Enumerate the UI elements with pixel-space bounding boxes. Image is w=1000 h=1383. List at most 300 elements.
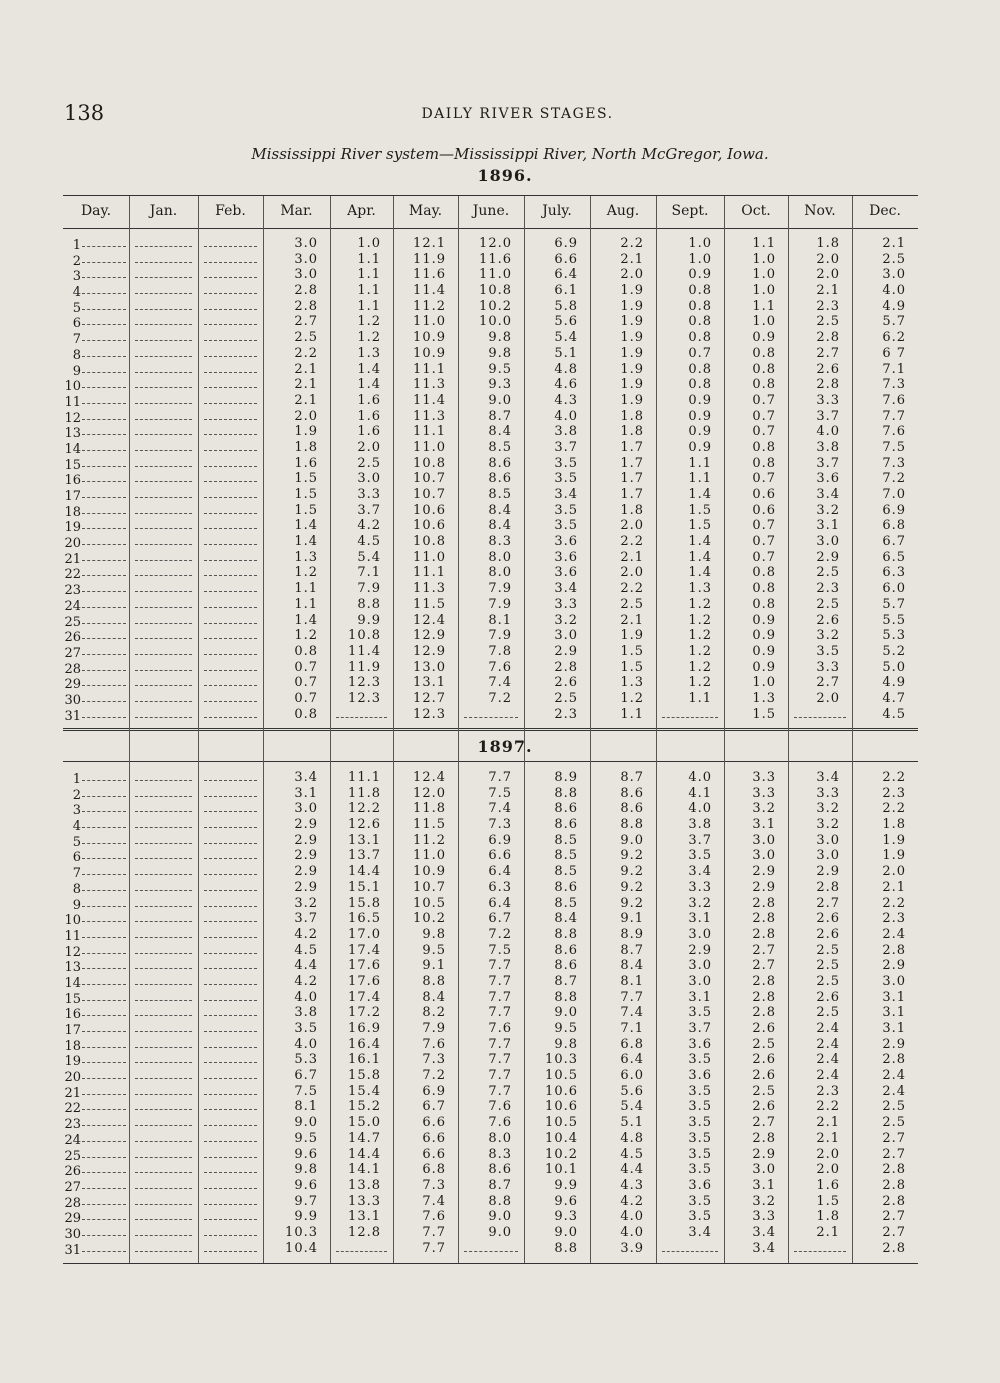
day-number: 14 xyxy=(63,440,129,456)
stage-value: 3.3 xyxy=(816,392,840,408)
stage-value: 11.5 xyxy=(413,817,446,833)
stage-value: 0.8 xyxy=(294,643,318,659)
stage-value: 9.9 xyxy=(554,1177,578,1193)
stage-value xyxy=(129,1131,198,1147)
stage-value: 10.9 xyxy=(413,330,446,346)
stage-value: 2.1 xyxy=(816,1130,840,1146)
stage-value: 7.7 xyxy=(882,408,906,424)
stage-value: 3.5 xyxy=(688,1193,712,1209)
stage-value: 7.4 xyxy=(488,801,512,817)
stage-value xyxy=(198,833,263,849)
stage-value: 1.9 xyxy=(620,345,644,361)
stage-value: 2.1 xyxy=(816,1224,840,1240)
stage-value: 1.5 xyxy=(816,1193,840,1209)
stage-value: 8.8 xyxy=(488,1193,512,1209)
stage-value: 2.5 xyxy=(816,973,840,989)
stage-value: 10.7 xyxy=(413,879,446,895)
stage-value: 1.4 xyxy=(357,361,381,377)
stage-value: 4.0 xyxy=(294,1036,318,1052)
stage-value xyxy=(198,1241,263,1257)
stage-value: 2.9 xyxy=(294,864,318,880)
stage-value: 2.8 xyxy=(816,879,840,895)
stage-value: 8.6 xyxy=(488,455,512,471)
stage-value: 7.5 xyxy=(488,942,512,958)
stage-value: 3.3 xyxy=(752,1209,776,1225)
stage-value: 8.6 xyxy=(488,1162,512,1178)
stage-value: 3.0 xyxy=(816,832,840,848)
stage-value xyxy=(129,927,198,943)
stage-value: 1.5 xyxy=(294,471,318,487)
stage-value: 8.7 xyxy=(620,942,644,958)
stage-value xyxy=(198,943,263,959)
stage-value: 2.9 xyxy=(752,879,776,895)
stage-value: 3.5 xyxy=(554,502,578,518)
day-number: 8 xyxy=(63,880,129,896)
stage-value: 9.8 xyxy=(488,330,512,346)
stage-value: 1.5 xyxy=(620,643,644,659)
stage-value: 10.8 xyxy=(413,455,446,471)
stage-value: 17.4 xyxy=(348,989,381,1005)
stage-value: 0.8 xyxy=(752,439,776,455)
stage-value: 1.8 xyxy=(816,236,840,251)
stage-value: 1.1 xyxy=(357,283,381,299)
stage-value: 7.3 xyxy=(882,377,906,393)
stage-value xyxy=(198,1099,263,1115)
stage-value: 1.3 xyxy=(688,581,712,597)
stage-value: 8.9 xyxy=(620,926,644,942)
stage-value: 15.0 xyxy=(348,1115,381,1131)
stage-value xyxy=(129,1225,198,1241)
month-column xyxy=(129,770,198,1256)
stage-value: 8.5 xyxy=(554,895,578,911)
stage-value: 7.9 xyxy=(488,581,512,597)
stage-value xyxy=(129,330,198,346)
stage-value: 10.7 xyxy=(413,487,446,502)
stage-value: 9.7 xyxy=(294,1193,318,1209)
stage-value: 2.0 xyxy=(620,267,644,283)
stage-value xyxy=(198,817,263,833)
stage-value: 8.6 xyxy=(620,785,644,801)
stage-value xyxy=(656,1241,724,1257)
stage-value: 2.0 xyxy=(357,439,381,455)
stage-value xyxy=(198,707,263,723)
stage-value: 8.7 xyxy=(620,770,644,785)
stage-value: 2.8 xyxy=(882,1240,906,1256)
stage-value: 13.1 xyxy=(348,1209,381,1225)
day-number: 13 xyxy=(63,958,129,974)
stage-value: 2.0 xyxy=(620,518,644,534)
stage-value: 3.0 xyxy=(294,251,318,267)
stage-value: 2.9 xyxy=(882,1036,906,1052)
stage-value: 1.9 xyxy=(620,361,644,377)
stage-value: 3.0 xyxy=(816,848,840,864)
stage-value: 1.6 xyxy=(357,408,381,424)
month-column xyxy=(724,770,788,1256)
stage-value: 2.1 xyxy=(294,361,318,377)
stage-value: 12.0 xyxy=(479,236,512,251)
stage-value: 5.0 xyxy=(882,659,906,675)
day-column xyxy=(63,236,129,722)
month-column xyxy=(788,770,852,1256)
stage-value: 3.5 xyxy=(688,1052,712,1068)
column-header: June. xyxy=(472,203,510,219)
stage-value xyxy=(129,487,198,503)
stage-value: 2.7 xyxy=(882,1209,906,1225)
stage-value: 10.6 xyxy=(545,1099,578,1115)
stage-value: 6.8 xyxy=(620,1036,644,1052)
table-rule-header xyxy=(63,228,918,229)
stage-value: 1.8 xyxy=(620,502,644,518)
stage-value: 0.8 xyxy=(752,581,776,597)
stage-value: 3.2 xyxy=(752,1193,776,1209)
day-number: 5 xyxy=(63,299,129,315)
stage-value: 6.6 xyxy=(422,1130,446,1146)
stage-value: 6.8 xyxy=(882,518,906,534)
stage-value: 10.8 xyxy=(413,534,446,550)
stage-value: 2.8 xyxy=(882,942,906,958)
stage-value: 2.7 xyxy=(816,675,840,691)
stage-value: 4.0 xyxy=(294,989,318,1005)
stage-value xyxy=(198,581,263,597)
stage-value: 6.3 xyxy=(488,879,512,895)
stage-value xyxy=(129,707,198,723)
stage-value: 4.3 xyxy=(554,392,578,408)
day-number: 28 xyxy=(63,1194,129,1210)
stage-value: 3.2 xyxy=(816,801,840,817)
month-column xyxy=(656,236,724,722)
stage-value: 9.9 xyxy=(294,1209,318,1225)
stage-value xyxy=(129,362,198,378)
stage-value: 7.4 xyxy=(422,1193,446,1209)
column-header: July. xyxy=(542,203,572,219)
stage-value: 4.6 xyxy=(554,377,578,393)
stage-value: 1.0 xyxy=(688,251,712,267)
stage-value: 2.5 xyxy=(357,455,381,471)
stage-value: 2.5 xyxy=(816,565,840,581)
day-number: 28 xyxy=(63,660,129,676)
year-heading-1896: 1896. xyxy=(477,166,533,185)
stage-value: 2.9 xyxy=(294,817,318,833)
stage-value: 4.0 xyxy=(882,283,906,299)
stage-value: 2.0 xyxy=(816,690,840,706)
stage-value: 10.5 xyxy=(413,895,446,911)
month-column xyxy=(458,236,524,722)
stage-value: 1.6 xyxy=(816,1177,840,1193)
stage-value: 2.1 xyxy=(620,549,644,565)
stage-value: 9.0 xyxy=(554,1005,578,1021)
stage-value: 8.3 xyxy=(488,1146,512,1162)
stage-value: 2.4 xyxy=(882,926,906,942)
stage-value: 2.1 xyxy=(882,236,906,251)
stage-value: 6.7 xyxy=(882,534,906,550)
stage-value: 11.1 xyxy=(413,424,446,440)
stage-value: 5.8 xyxy=(554,298,578,314)
stage-value xyxy=(198,864,263,880)
stage-value: 2.0 xyxy=(882,864,906,880)
day-number: 26 xyxy=(63,628,129,644)
stage-value: 7.6 xyxy=(882,424,906,440)
stage-value xyxy=(129,786,198,802)
stage-value: 1.0 xyxy=(688,236,712,251)
stage-value: 10.2 xyxy=(545,1146,578,1162)
stage-value: 13.7 xyxy=(348,848,381,864)
stage-value: 11.4 xyxy=(413,283,446,299)
stage-value xyxy=(198,487,263,503)
stage-value xyxy=(198,770,263,786)
stage-value: 8.4 xyxy=(554,911,578,927)
stage-value: 13.1 xyxy=(348,832,381,848)
stage-value xyxy=(129,534,198,550)
stage-value: 8.4 xyxy=(620,958,644,974)
month-column xyxy=(852,236,918,722)
stage-value: 1.5 xyxy=(752,706,776,722)
stage-value: 11.9 xyxy=(348,659,381,675)
stage-value: 2.9 xyxy=(554,643,578,659)
stage-value: 1.1 xyxy=(357,298,381,314)
stage-value: 10.4 xyxy=(285,1240,318,1256)
stage-value: 8.6 xyxy=(554,958,578,974)
stage-value: 8.6 xyxy=(488,471,512,487)
stage-value: 1.3 xyxy=(294,549,318,565)
day-number: 4 xyxy=(63,817,129,833)
stage-value xyxy=(129,660,198,676)
stage-value: 1.9 xyxy=(620,314,644,330)
stage-value: 3.5 xyxy=(688,1083,712,1099)
stage-value: 2.3 xyxy=(816,1083,840,1099)
stage-value: 2.7 xyxy=(816,895,840,911)
stage-value xyxy=(198,314,263,330)
stage-value: 13.1 xyxy=(413,675,446,691)
stage-value: 4.4 xyxy=(294,958,318,974)
stage-value: 7.5 xyxy=(294,1083,318,1099)
stage-value: 3.8 xyxy=(816,439,840,455)
stage-value: 8.0 xyxy=(488,549,512,565)
stage-value: 10.8 xyxy=(479,283,512,299)
stage-value: 0.8 xyxy=(688,283,712,299)
stage-value xyxy=(198,880,263,896)
stage-value: 12.6 xyxy=(348,817,381,833)
stage-value: 3.3 xyxy=(554,596,578,612)
stage-value: 2.6 xyxy=(816,612,840,628)
stage-value xyxy=(198,628,263,644)
stage-value: 2.6 xyxy=(752,1052,776,1068)
stage-value: 3.5 xyxy=(688,848,712,864)
stage-value: 9.0 xyxy=(294,1115,318,1131)
stage-value xyxy=(198,236,263,252)
day-number: 17 xyxy=(63,1021,129,1037)
stage-value: 2.8 xyxy=(882,1177,906,1193)
month-column xyxy=(198,236,263,722)
stage-value: 3.0 xyxy=(752,832,776,848)
stage-value xyxy=(198,1084,263,1100)
stage-value: 7.6 xyxy=(488,1115,512,1131)
stage-value: 1.1 xyxy=(688,471,712,487)
stage-value: 5.4 xyxy=(357,549,381,565)
stage-value: 6.7 xyxy=(294,1068,318,1084)
stage-value: 1.2 xyxy=(620,690,644,706)
stage-value: 3.5 xyxy=(688,1005,712,1021)
stage-value: 6.4 xyxy=(488,895,512,911)
stage-value xyxy=(198,377,263,393)
stage-value: 4.2 xyxy=(620,1193,644,1209)
stage-value xyxy=(129,1194,198,1210)
stage-value: 0.9 xyxy=(752,330,776,346)
stage-value: 3.5 xyxy=(688,1162,712,1178)
stage-value xyxy=(129,613,198,629)
stage-value: 1.4 xyxy=(688,565,712,581)
stage-value: 2.9 xyxy=(816,549,840,565)
stage-value: 2.8 xyxy=(752,926,776,942)
stage-value: 1.2 xyxy=(688,628,712,644)
stage-value: 2.1 xyxy=(816,283,840,299)
stage-value: 9.3 xyxy=(554,1209,578,1225)
stage-value: 1.8 xyxy=(620,424,644,440)
stage-value: 4.0 xyxy=(816,424,840,440)
stage-value: 8.8 xyxy=(554,785,578,801)
stage-value: 6.0 xyxy=(620,1068,644,1084)
stage-value: 17.6 xyxy=(348,973,381,989)
day-number: 13 xyxy=(63,424,129,440)
stage-value: 6.6 xyxy=(422,1146,446,1162)
stage-value: 1.0 xyxy=(752,283,776,299)
stage-value: 8.4 xyxy=(422,989,446,1005)
stage-value: 3.0 xyxy=(688,958,712,974)
stage-value: 11.1 xyxy=(413,361,446,377)
stage-value: 1.1 xyxy=(357,251,381,267)
stage-value: 1.9 xyxy=(294,424,318,440)
stage-value: 2.7 xyxy=(752,942,776,958)
stage-value: 2.3 xyxy=(882,911,906,927)
stage-value xyxy=(330,1241,393,1257)
stage-value: 10.7 xyxy=(413,471,446,487)
stage-value: 8.8 xyxy=(554,989,578,1005)
stage-value xyxy=(198,346,263,362)
stage-value: 6.9 xyxy=(554,236,578,251)
stage-value xyxy=(198,1147,263,1163)
stage-value xyxy=(129,503,198,519)
stage-value: 12.3 xyxy=(413,706,446,722)
stage-value: 11.8 xyxy=(348,785,381,801)
stage-value xyxy=(129,1115,198,1131)
stage-value xyxy=(198,1052,263,1068)
stage-value: 8.7 xyxy=(554,973,578,989)
day-number: 23 xyxy=(63,1115,129,1131)
stage-value: 9.3 xyxy=(488,377,512,393)
stage-value: 14.1 xyxy=(348,1162,381,1178)
stage-value: 7.3 xyxy=(882,455,906,471)
page-number: 138 xyxy=(64,101,105,125)
stage-value: 8.3 xyxy=(488,534,512,550)
stage-value: 11.9 xyxy=(413,251,446,267)
stage-value: 2.8 xyxy=(882,1193,906,1209)
stage-value: 11.6 xyxy=(413,267,446,283)
stage-value: 2.2 xyxy=(882,801,906,817)
stage-value: 1.3 xyxy=(752,690,776,706)
stage-value xyxy=(198,283,263,299)
stage-value: 4.8 xyxy=(620,1130,644,1146)
stage-value: 2.0 xyxy=(816,267,840,283)
stage-value xyxy=(198,299,263,315)
stage-value: 5.2 xyxy=(882,643,906,659)
stage-value: 1.2 xyxy=(357,314,381,330)
stage-value: 3.2 xyxy=(688,895,712,911)
stage-value: 3.2 xyxy=(816,502,840,518)
day-number: 7 xyxy=(63,864,129,880)
stage-value: 12.3 xyxy=(348,690,381,706)
stage-value: 1.1 xyxy=(688,690,712,706)
stage-value: 1.8 xyxy=(294,439,318,455)
stage-value: 6.6 xyxy=(422,1115,446,1131)
stage-value: 8.8 xyxy=(554,1240,578,1256)
day-number: 31 xyxy=(63,707,129,723)
stage-value xyxy=(129,393,198,409)
stage-value: 4.5 xyxy=(357,534,381,550)
stage-value: 0.8 xyxy=(688,298,712,314)
stage-value: 11.4 xyxy=(348,643,381,659)
stage-value: 2.5 xyxy=(620,596,644,612)
stage-value: 4.5 xyxy=(294,942,318,958)
stage-value xyxy=(330,707,393,723)
stage-value: 2.3 xyxy=(554,706,578,722)
stage-value: 0.8 xyxy=(688,361,712,377)
stage-value: 1.9 xyxy=(620,377,644,393)
stage-value: 2.8 xyxy=(816,330,840,346)
stage-value: 12.9 xyxy=(413,643,446,659)
stage-value xyxy=(198,1209,263,1225)
stage-value: 1.6 xyxy=(357,424,381,440)
stage-value: 2.5 xyxy=(882,1099,906,1115)
stage-value: 2.8 xyxy=(752,911,776,927)
stage-value: 15.8 xyxy=(348,1068,381,1084)
stage-value xyxy=(129,299,198,315)
stage-value: 0.8 xyxy=(752,377,776,393)
stage-value: 10.0 xyxy=(479,314,512,330)
day-number: 9 xyxy=(63,896,129,912)
stage-value: 9.8 xyxy=(422,926,446,942)
stage-value xyxy=(129,565,198,581)
day-number: 23 xyxy=(63,581,129,597)
month-column xyxy=(263,236,330,722)
stage-value xyxy=(129,424,198,440)
stage-value xyxy=(129,644,198,660)
stage-value: 1.4 xyxy=(688,534,712,550)
stage-value: 5.1 xyxy=(620,1115,644,1131)
stage-value: 0.8 xyxy=(294,706,318,722)
stage-value: 15.2 xyxy=(348,1099,381,1115)
stage-value: 4.9 xyxy=(882,298,906,314)
stage-value: 6.6 xyxy=(554,251,578,267)
stage-value: 16.4 xyxy=(348,1036,381,1052)
stage-value: 13.8 xyxy=(348,1177,381,1193)
stage-value: 12.9 xyxy=(413,628,446,644)
stage-value: 12.4 xyxy=(413,612,446,628)
stage-value: 0.8 xyxy=(688,330,712,346)
day-number: 4 xyxy=(63,283,129,299)
table-rule-bottom xyxy=(63,1263,918,1264)
stage-value: 9.0 xyxy=(554,1224,578,1240)
day-number: 10 xyxy=(63,377,129,393)
stage-value: 6.6 xyxy=(488,848,512,864)
stage-value: 1.9 xyxy=(620,330,644,346)
day-column xyxy=(63,770,129,1256)
stage-value: 9.8 xyxy=(554,1036,578,1052)
day-number: 29 xyxy=(63,675,129,691)
column-header: Mar. xyxy=(280,203,313,219)
stage-value: 1.8 xyxy=(882,817,906,833)
column-header: Feb. xyxy=(215,203,246,219)
stage-value: 3.0 xyxy=(294,236,318,251)
stage-value: 2.4 xyxy=(816,1068,840,1084)
